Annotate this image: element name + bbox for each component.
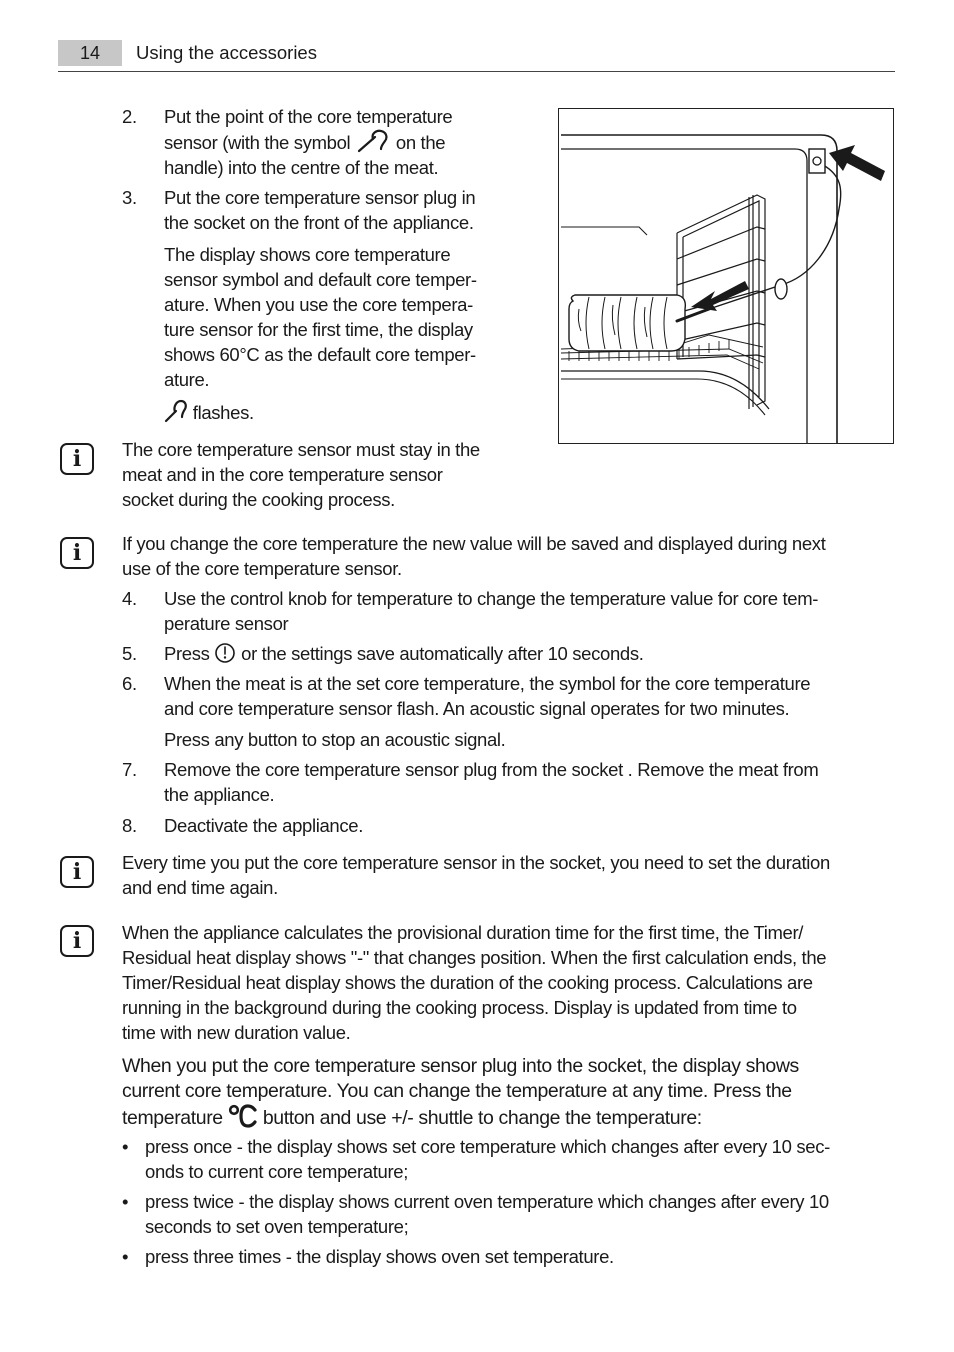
step-4-text: Use the control knob for temperature to change the temperature value for core tem- perature sensor (164, 588, 819, 634)
step-number-4: 4. (122, 588, 137, 609)
section-title: Using the accessories (136, 42, 317, 63)
step-6-text: When the meat is at the set core temperature, the symbol for the core temperature and core temperature sensor flash. An acoustic signal operates for two minutes. (164, 673, 811, 719)
info-icon: i (60, 925, 94, 957)
oven-drawing (559, 109, 893, 443)
step-5-text: Press or the settings save automatically after 10 seconds. (164, 643, 644, 664)
oven-probe-illustration (558, 108, 894, 444)
probe-symbol-icon (164, 399, 188, 423)
info-icon: i (60, 537, 94, 569)
bullet-item-2: press twice - the display shows current oven temperature which changes after every 10 seconds to set oven temperature; (145, 1191, 829, 1237)
bullet-marker: • (122, 1246, 129, 1267)
step-2-text: Put the point of the core temperature sensor (with the symbol on the handle) into the centre of the meat. (164, 106, 453, 178)
bullet-marker: • (122, 1191, 129, 1212)
info-icon: i (60, 856, 94, 888)
clock-icon (214, 642, 236, 664)
step-number-6: 6. (122, 673, 137, 694)
info-note-4: When the appliance calculates the provisional duration time for the first time, the Timer/ Residual heat display shows "-" that changes position. When the first calculation ends, the Timer/Residual heat display shows the duration of the cooking process. Calculations are running in the background during the cooking process. Display is updated from time to time with new duration value. (122, 922, 827, 1043)
info-note-2: If you change the core temperature the new value will be saved and displayed during next use of the core temperature sensor. (122, 533, 826, 579)
step-8-text: Deactivate the appliance. (164, 815, 363, 836)
step-3-text: Put the core temperature sensor plug in the socket on the front of the appliance. (164, 187, 476, 233)
display-paragraph: The display shows core temperature sensor symbol and default core temper- ature. When you use the core tempera- ture sensor for the first time, the display shows 60°C as the default core temper- ature. (164, 244, 477, 390)
step-number-2: 2. (122, 106, 137, 127)
flashes-line: flashes. (164, 399, 254, 425)
info-icon: i (60, 443, 94, 475)
step-number-7: 7. (122, 759, 137, 780)
bullet-marker: • (122, 1136, 129, 1157)
step-number-3: 3. (122, 187, 137, 208)
step-number-5: 5. (122, 643, 137, 664)
bullet-item-1: press once - the display shows set core temperature which changes after every 10 sec- onds to current core temperature; (145, 1136, 830, 1182)
info-note-3: Every time you put the core temperature sensor in the socket, you need to set the duration and end time again. (122, 852, 830, 898)
step-number-8: 8. (122, 815, 137, 836)
bullet-item-3: press three times - the display shows oven set temperature. (145, 1246, 614, 1267)
step-6-note: Press any button to stop an acoustic signal. (164, 729, 506, 750)
page-number: 14 (79, 43, 101, 63)
probe-symbol-icon (355, 129, 391, 153)
header-divider (58, 71, 895, 72)
info-note-1: The core temperature sensor must stay in the meat and in the core temperature sensor socket during the cooking process. (122, 439, 480, 510)
celsius-icon (228, 1104, 258, 1128)
step-7-text: Remove the core temperature sensor plug from the socket . Remove the meat from the appliance. (164, 759, 819, 805)
temperature-paragraph: When you put the core temperature sensor plug into the socket, the display shows current core temperature. You can change the temperature at any time. Press the temperature button and use +/- shuttle to change the temperature: (122, 1055, 799, 1129)
